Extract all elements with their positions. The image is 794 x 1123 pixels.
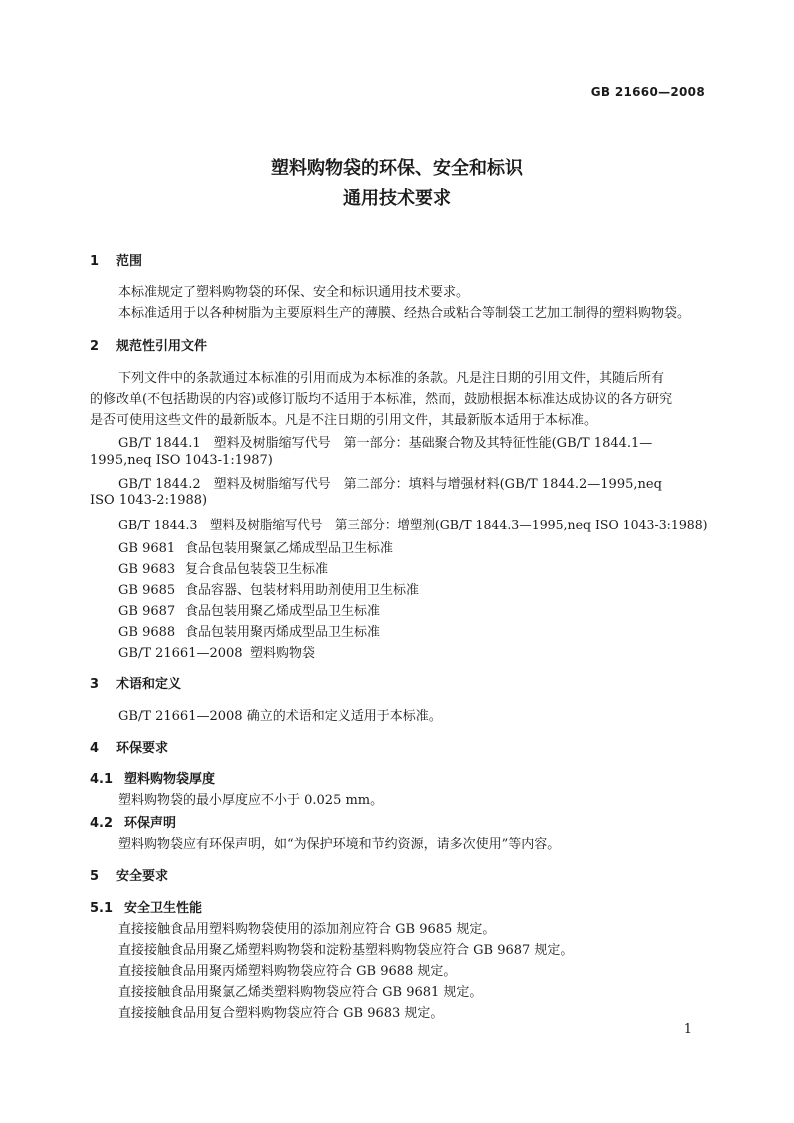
reference-entry — [118, 558, 328, 577]
section-title: 术语和定义 — [116, 677, 182, 692]
subsection-title: 安全卫生性能 — [124, 901, 203, 916]
section-3-heading — [90, 673, 181, 692]
subsection-4-1-heading — [90, 768, 215, 787]
section-4-heading — [90, 737, 168, 756]
reference-entry-continued: ISO 1043-2:1988) — [90, 493, 208, 508]
section-number: 5 — [90, 869, 100, 884]
section-title: 安全要求 — [116, 869, 169, 884]
paragraph: GB/T 21661—2008 确立的术语和定义适用于本标准。 — [118, 709, 442, 724]
section-title: 规范性引用文件 — [116, 339, 208, 354]
reference-entry — [118, 621, 380, 640]
section-title: 范围 — [116, 254, 143, 269]
requirement-line: 直接接触食品用塑料购物袋使用的添加剂应符合 GB 9685 规定。 — [118, 922, 496, 937]
reference-entry: GB/T 1844.1 塑料及树脂缩写代号 第一部分：基础聚合物及其特征性能(GB/T 1844.1— — [118, 436, 653, 451]
section-5-heading — [90, 865, 168, 884]
reference-title: 食品包装用聚丙烯成型品卫生标准 — [185, 625, 381, 640]
reference-entry — [118, 642, 315, 661]
subsection-title: 环保声明 — [124, 816, 177, 831]
subsection-number: 4.2 — [90, 816, 114, 831]
requirement-line: 直接接触食品用聚乙烯塑料购物袋和淀粉基塑料购物袋应符合 GB 9687 规定。 — [118, 943, 574, 958]
section-2-heading — [90, 335, 207, 354]
subsection-title: 塑料购物袋厚度 — [124, 772, 216, 787]
subsection-number: 5.1 — [90, 901, 114, 916]
reference-entry — [118, 579, 419, 598]
reference-title: 复合食品包装袋卫生标准 — [185, 562, 329, 577]
document-title-line1: 塑料购物袋的环保、安全和标识 — [271, 158, 523, 179]
reference-code: GB 9685 — [118, 583, 176, 598]
paragraph: 本标准规定了塑料购物袋的环保、安全和标识通用技术要求。 — [118, 285, 470, 300]
reference-code: GB 9688 — [118, 625, 176, 640]
page-number: 1 — [683, 1022, 692, 1037]
requirement-line: 直接接触食品用聚氯乙烯类塑料购物袋应符合 GB 9681 规定。 — [118, 985, 483, 1000]
paragraph: 塑料购物袋的最小厚度应不小于 0.025 mm。 — [118, 793, 384, 808]
section-title: 环保要求 — [116, 741, 169, 756]
reference-code: GB/T 21661—2008 — [118, 646, 243, 661]
section-number: 1 — [90, 254, 100, 269]
paragraph-continued: 是否可使用这些文件的最新版本。凡是不注日期的引用文件，其最新版本适用于本标准。 — [90, 413, 598, 428]
paragraph: 塑料购物袋应有环保声明，如“为保护环境和节约资源，请多次使用”等内容。 — [118, 837, 561, 852]
reference-title: 塑料购物袋 — [250, 646, 316, 661]
reference-entry: GB/T 1844.2 塑料及树脂缩写代号 第二部分：填料与增强材料(GB/T 1844.2—1995,neq — [118, 477, 662, 492]
subsection-4-2-heading — [90, 812, 176, 831]
section-number: 3 — [90, 677, 100, 692]
subsection-5-1-heading — [90, 897, 202, 916]
subsection-number: 4.1 — [90, 772, 114, 787]
reference-entry — [118, 537, 393, 556]
section-number: 2 — [90, 339, 100, 354]
standard-code: GB 21660—2008 — [590, 85, 705, 99]
reference-entry-continued: 1995,neq ISO 1043-1:1987) — [90, 453, 273, 468]
reference-code: GB 9687 — [118, 604, 176, 619]
reference-entry — [118, 600, 380, 619]
requirement-line: 直接接触食品用聚丙烯塑料购物袋应符合 GB 9688 规定。 — [118, 964, 457, 979]
reference-title: 食品包装用聚氯乙烯成型品卫生标准 — [185, 541, 394, 556]
reference-title: 食品包装用聚乙烯成型品卫生标准 — [185, 604, 381, 619]
reference-title: 食品容器、包装材料用助剂使用卫生标准 — [185, 583, 420, 598]
paragraph-continued: 的修改单(不包括勘误的内容)或修订版均不适用于本标准，然而，鼓励根据本标准达成协议的各方研究 — [90, 392, 673, 407]
paragraph: 本标准适用于以各种树脂为主要原料生产的薄膜、经热合或粘合等制袋工艺加工制得的塑料购物袋。 — [118, 306, 691, 321]
requirement-line: 直接接触食品用复合塑料购物袋应符合 GB 9683 规定。 — [118, 1006, 444, 1021]
document-title-line2: 通用技术要求 — [343, 188, 451, 209]
reference-code: GB 9681 — [118, 541, 176, 556]
reference-code: GB 9683 — [118, 562, 176, 577]
paragraph: 下列文件中的条款通过本标准的引用而成为本标准的条款。凡是注日期的引用文件，其随后所有 — [118, 371, 665, 386]
section-1-heading — [90, 250, 142, 269]
reference-entry: GB/T 1844.3 塑料及树脂缩写代号 第三部分：增塑剂(GB/T 1844.3—1995,neq ISO 1043-3:1988) — [118, 517, 708, 532]
section-number: 4 — [90, 741, 100, 756]
